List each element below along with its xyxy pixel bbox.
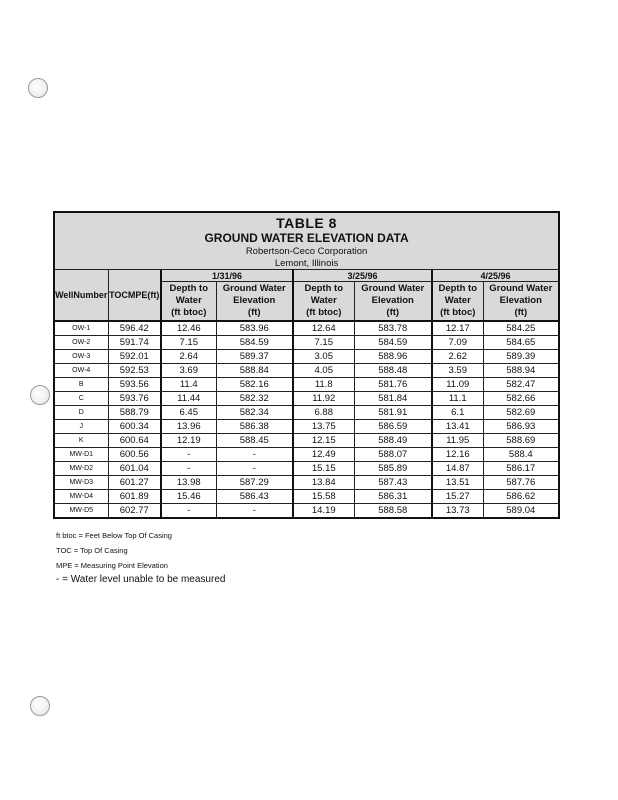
- cell-d2: 11.92: [293, 392, 354, 406]
- cell-e1: 586.43: [216, 490, 293, 504]
- cell-well: OW-1: [54, 321, 108, 336]
- cell-d1: 12.19: [161, 434, 216, 448]
- cell-e3: 589.39: [483, 350, 559, 364]
- cell-e2: 581.84: [354, 392, 432, 406]
- cell-d3: 7.09: [432, 336, 483, 350]
- cell-toc: 601.04: [108, 462, 161, 476]
- cell-e2: 583.78: [354, 321, 432, 336]
- cell-d3: 11.95: [432, 434, 483, 448]
- cell-toc: 596.42: [108, 321, 161, 336]
- cell-d3: 11.1: [432, 392, 483, 406]
- cell-toc: 592.01: [108, 350, 161, 364]
- cell-toc: 600.64: [108, 434, 161, 448]
- binder-hole-top: [28, 78, 48, 98]
- cell-e1: 582.34: [216, 406, 293, 420]
- header-elev-1: Ground Water Elevation (ft): [216, 282, 293, 322]
- cell-well: OW-3: [54, 350, 108, 364]
- table-body: [54, 321, 559, 518]
- cell-e2: 588.96: [354, 350, 432, 364]
- cell-d3: 13.41: [432, 420, 483, 434]
- cell-d2: 13.75: [293, 420, 354, 434]
- cell-e1: 582.32: [216, 392, 293, 406]
- company-name: Robertson-Ceco Corporation: [245, 246, 368, 257]
- cell-d1: 6.45: [161, 406, 216, 420]
- cell-e1: 582.16: [216, 378, 293, 392]
- cell-d1: 15.46: [161, 490, 216, 504]
- cell-e2: 581.91: [354, 406, 432, 420]
- cell-d1: 11.4: [161, 378, 216, 392]
- table-row: [54, 350, 559, 364]
- note-mpe: MPE = Measuring Point Elevation: [56, 561, 168, 570]
- cell-e3: 587.76: [483, 476, 559, 490]
- table-row: [54, 336, 559, 350]
- cell-e2: 584.59: [354, 336, 432, 350]
- cell-toc: 601.89: [108, 490, 161, 504]
- cell-d3: 12.16: [432, 448, 483, 462]
- cell-e2: 586.31: [354, 490, 432, 504]
- cell-d2: 12.64: [293, 321, 354, 336]
- cell-e2: 581.76: [354, 378, 432, 392]
- cell-toc: 591.74: [108, 336, 161, 350]
- table-title: TABLE 8: [276, 215, 337, 231]
- cell-toc: 601.27: [108, 476, 161, 490]
- binder-hole-middle: [30, 385, 50, 405]
- header-date-3: 4/25/96: [432, 270, 559, 282]
- cell-e2: 588.07: [354, 448, 432, 462]
- table-row: [54, 392, 559, 406]
- note-ft-btoc: ft btoc = Feet Below Top Of Casing: [56, 531, 172, 540]
- cell-toc: 588.79: [108, 406, 161, 420]
- cell-toc: 602.77: [108, 504, 161, 519]
- cell-d1: -: [161, 504, 216, 519]
- note-dash: - = Water level unable to be measured: [56, 574, 226, 585]
- cell-d2: 3.05: [293, 350, 354, 364]
- cell-d3: 3.59: [432, 364, 483, 378]
- cell-well: J: [54, 420, 108, 434]
- cell-d3: 11.09: [432, 378, 483, 392]
- binder-hole-bottom: [30, 696, 50, 716]
- cell-e1: 588.84: [216, 364, 293, 378]
- cell-e3: 582.47: [483, 378, 559, 392]
- cell-d2: 14.19: [293, 504, 354, 519]
- cell-e1: 583.96: [216, 321, 293, 336]
- cell-well: D: [54, 406, 108, 420]
- cell-d3: 12.17: [432, 321, 483, 336]
- ground-water-elevation-table: [53, 211, 560, 519]
- cell-e1: -: [216, 448, 293, 462]
- table-row: [54, 504, 559, 519]
- cell-d1: 13.96: [161, 420, 216, 434]
- cell-d1: 7.15: [161, 336, 216, 350]
- header-depth-3: Depth to Water (ft btoc): [432, 282, 483, 322]
- header-toc-mpe: TOCMPE(ft): [108, 270, 161, 322]
- cell-well: MW-D3: [54, 476, 108, 490]
- cell-e3: 584.65: [483, 336, 559, 350]
- cell-e2: 586.59: [354, 420, 432, 434]
- header-date-1: 1/31/96: [161, 270, 293, 282]
- cell-well: MW-D4: [54, 490, 108, 504]
- ground-water-table-container: [53, 211, 558, 519]
- cell-e1: 587.29: [216, 476, 293, 490]
- table-row: [54, 378, 559, 392]
- header-depth-1: Depth to Water (ft btoc): [161, 282, 216, 322]
- table-row: [54, 321, 559, 336]
- cell-e3: 582.66: [483, 392, 559, 406]
- cell-d1: -: [161, 448, 216, 462]
- cell-well: OW-4: [54, 364, 108, 378]
- cell-d3: 15.27: [432, 490, 483, 504]
- cell-d3: 2.62: [432, 350, 483, 364]
- cell-e2: 588.58: [354, 504, 432, 519]
- cell-toc: 593.76: [108, 392, 161, 406]
- table-row: [54, 420, 559, 434]
- cell-d3: 14.87: [432, 462, 483, 476]
- note-toc: TOC = Top Of Casing: [56, 546, 128, 555]
- header-depth-2: Depth to Water (ft btoc): [293, 282, 354, 322]
- table-row: [54, 476, 559, 490]
- table-row: [54, 448, 559, 462]
- table-row: [54, 462, 559, 476]
- cell-well: MW-D2: [54, 462, 108, 476]
- cell-d2: 4.05: [293, 364, 354, 378]
- header-elev-3: Ground Water Elevation (ft): [483, 282, 559, 322]
- cell-toc: 593.56: [108, 378, 161, 392]
- cell-d2: 7.15: [293, 336, 354, 350]
- cell-toc: 592.53: [108, 364, 161, 378]
- cell-e1: 589.37: [216, 350, 293, 364]
- cell-e3: 586.17: [483, 462, 559, 476]
- cell-well: B: [54, 378, 108, 392]
- cell-well: MW-D1: [54, 448, 108, 462]
- table-title-block: [54, 212, 559, 270]
- location: Lemont, Illinois: [274, 258, 339, 269]
- header-date-2: 3/25/96: [293, 270, 432, 282]
- cell-d3: 6.1: [432, 406, 483, 420]
- cell-well: OW-2: [54, 336, 108, 350]
- cell-d2: 15.58: [293, 490, 354, 504]
- cell-d2: 12.15: [293, 434, 354, 448]
- cell-d3: 13.73: [432, 504, 483, 519]
- cell-d1: 3.69: [161, 364, 216, 378]
- cell-toc: 600.34: [108, 420, 161, 434]
- cell-e1: -: [216, 462, 293, 476]
- cell-e2: 587.43: [354, 476, 432, 490]
- cell-e3: 588.69: [483, 434, 559, 448]
- cell-e3: 588.4: [483, 448, 559, 462]
- cell-d3: 13.51: [432, 476, 483, 490]
- cell-e3: 588.94: [483, 364, 559, 378]
- cell-e1: 584.59: [216, 336, 293, 350]
- cell-e2: 585.89: [354, 462, 432, 476]
- cell-e2: 588.49: [354, 434, 432, 448]
- cell-d1: 13.98: [161, 476, 216, 490]
- cell-d2: 13.84: [293, 476, 354, 490]
- cell-e3: 582.69: [483, 406, 559, 420]
- cell-e1: 588.45: [216, 434, 293, 448]
- cell-e2: 588.48: [354, 364, 432, 378]
- header-elev-2: Ground Water Elevation (ft): [354, 282, 432, 322]
- table-notes: [56, 528, 476, 586]
- cell-d2: 11.8: [293, 378, 354, 392]
- cell-well: MW-D5: [54, 504, 108, 519]
- cell-d1: 11.44: [161, 392, 216, 406]
- table-subtitle: GROUND WATER ELEVATION DATA: [204, 231, 409, 245]
- cell-e3: 589.04: [483, 504, 559, 519]
- cell-d2: 15.15: [293, 462, 354, 476]
- cell-e3: 584.25: [483, 321, 559, 336]
- cell-d1: 12.46: [161, 321, 216, 336]
- cell-d1: 2.64: [161, 350, 216, 364]
- table-row: [54, 364, 559, 378]
- cell-e1: -: [216, 504, 293, 519]
- cell-e3: 586.93: [483, 420, 559, 434]
- cell-d2: 6.88: [293, 406, 354, 420]
- cell-toc: 600.56: [108, 448, 161, 462]
- header-well-number: WellNumber: [54, 270, 108, 322]
- cell-e1: 586.38: [216, 420, 293, 434]
- cell-well: C: [54, 392, 108, 406]
- table-row: [54, 490, 559, 504]
- cell-d1: -: [161, 462, 216, 476]
- table-row: [54, 406, 559, 420]
- cell-d2: 12.49: [293, 448, 354, 462]
- cell-well: K: [54, 434, 108, 448]
- cell-e3: 586.62: [483, 490, 559, 504]
- table-row: [54, 434, 559, 448]
